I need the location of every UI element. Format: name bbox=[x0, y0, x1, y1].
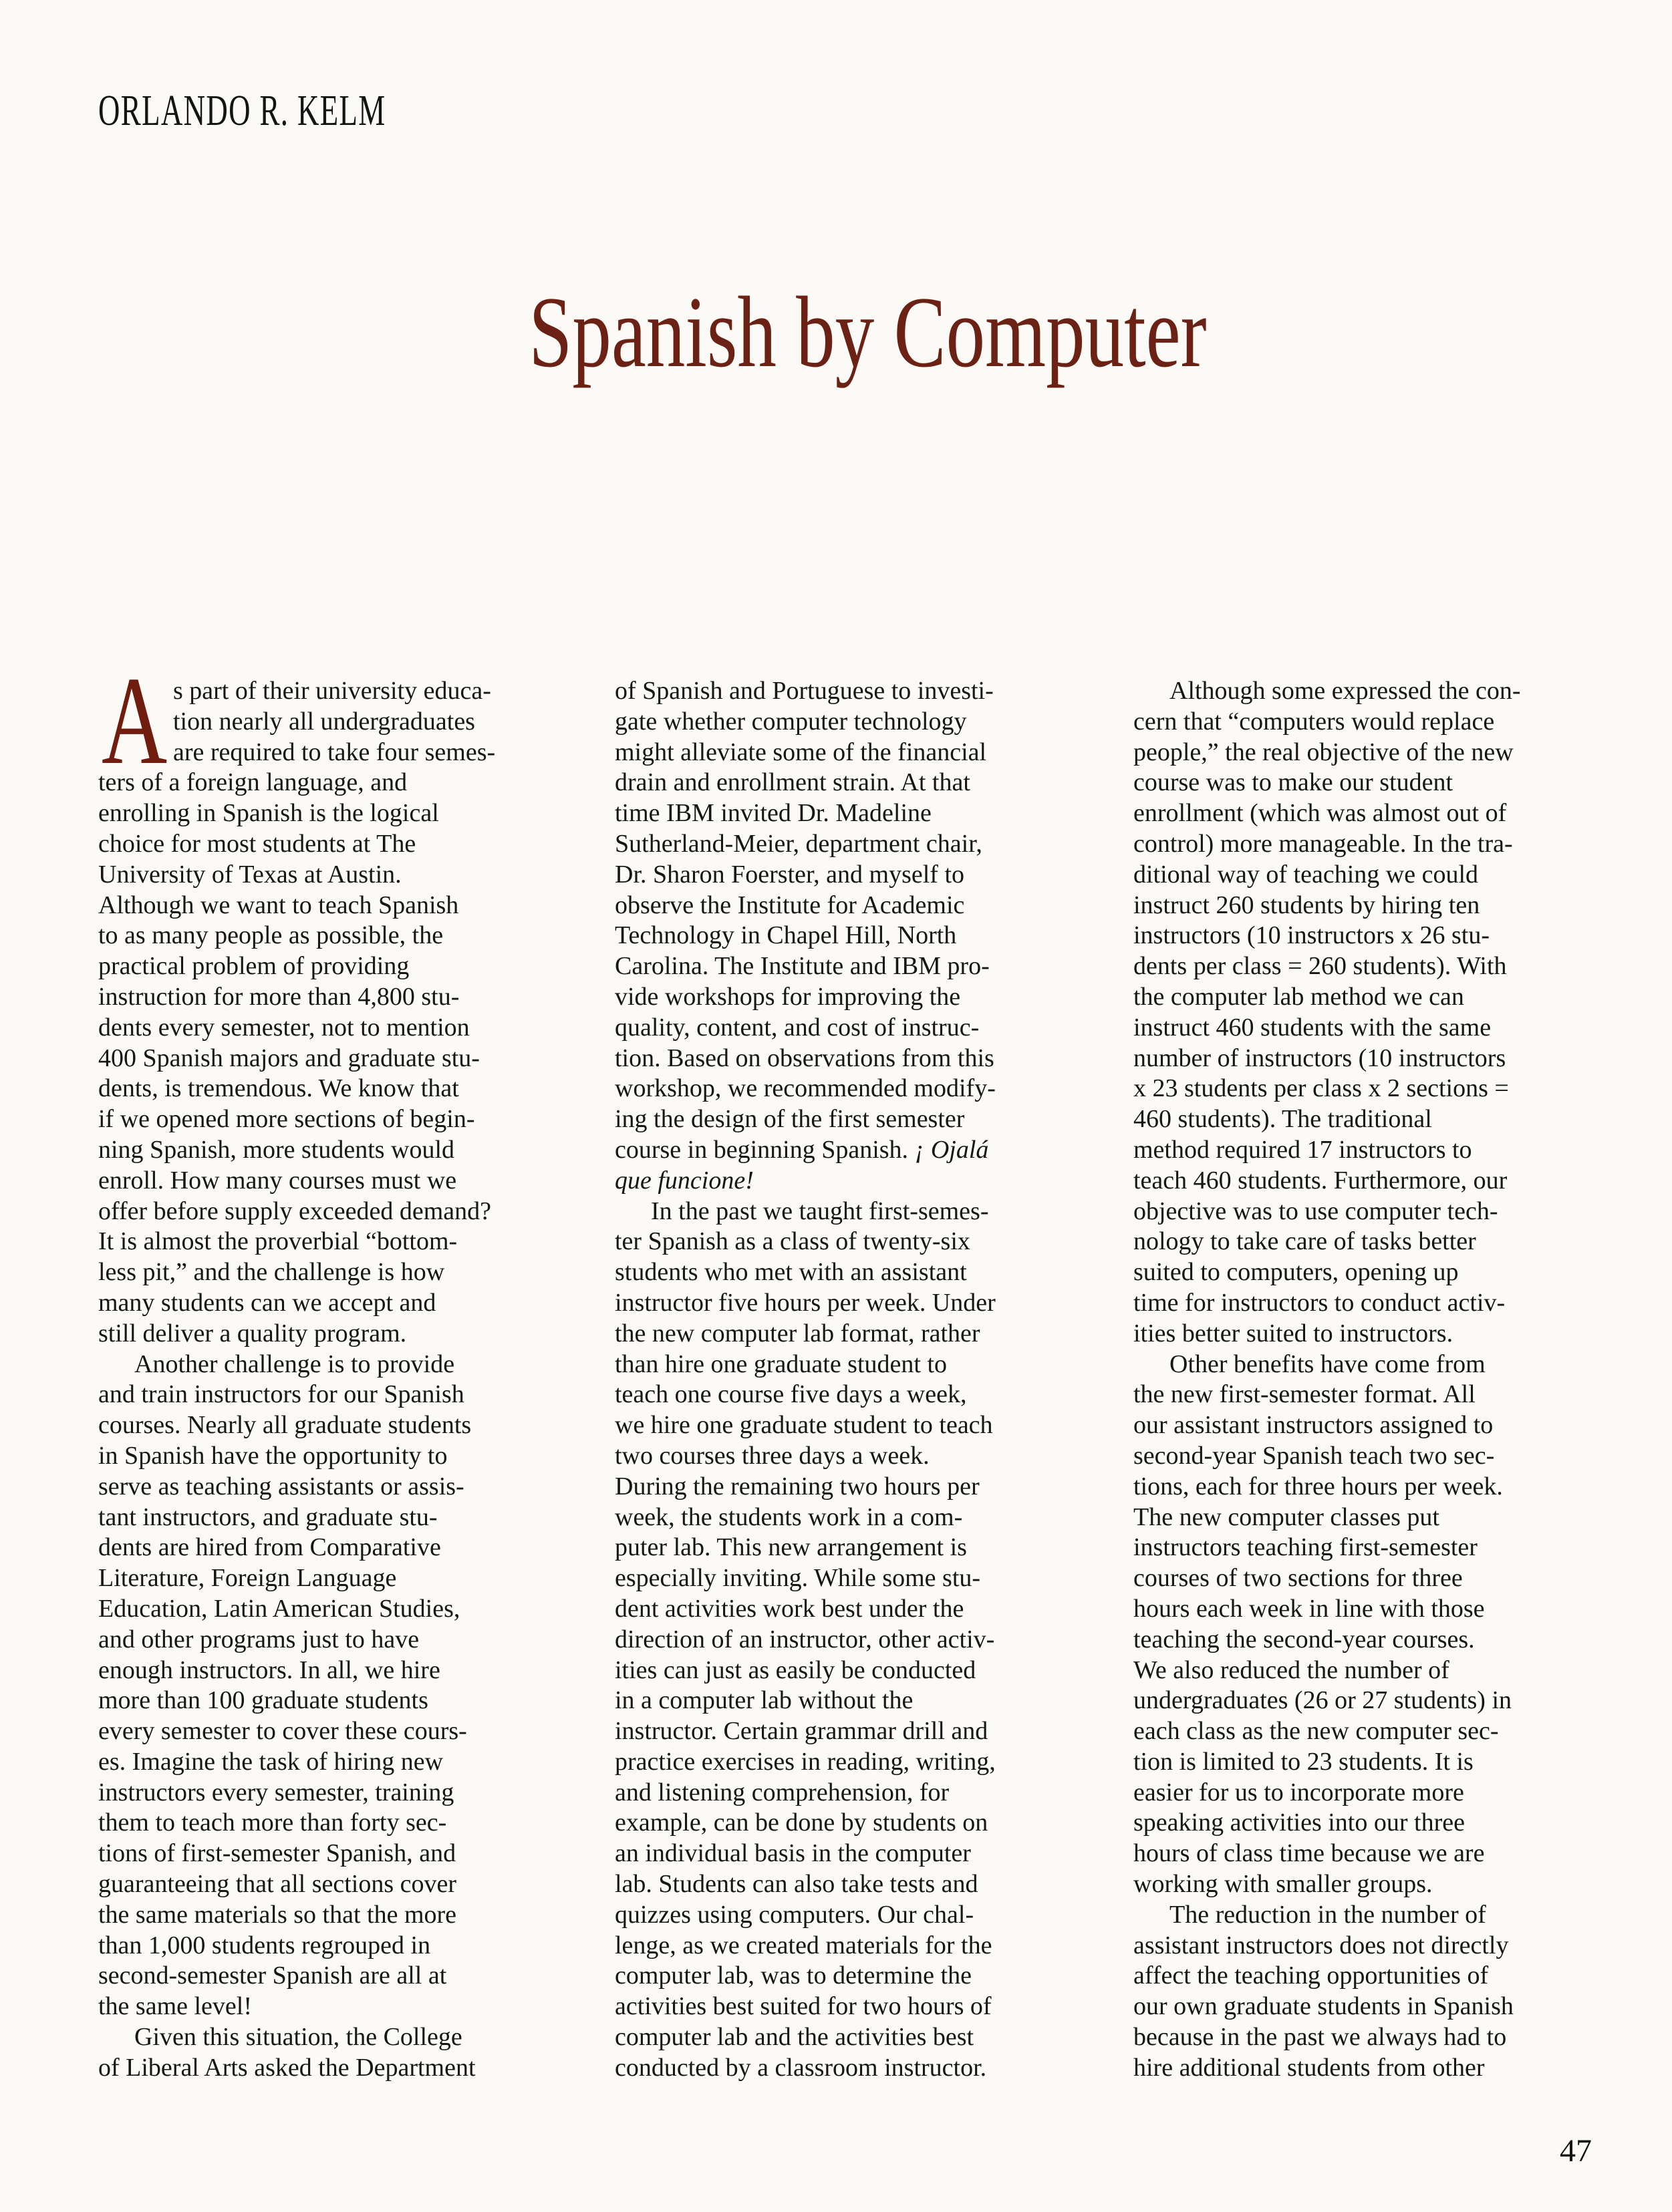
text-line: Although we want to teach Spanish bbox=[98, 891, 459, 919]
text-line: It is almost the proverbial “bottom- bbox=[98, 1227, 458, 1256]
text-line: Although some expressed the con- bbox=[1169, 677, 1521, 705]
text-column-1 bbox=[98, 676, 566, 2084]
text-line: each class as the new computer sec- bbox=[1133, 1717, 1499, 1746]
text-line: the new first-semester format. All bbox=[1133, 1380, 1476, 1409]
text-line: tion nearly all undergraduates bbox=[173, 707, 475, 736]
text-line: dent activities work best under the bbox=[615, 1594, 964, 1623]
text-line: enough instructors. In all, we hire bbox=[98, 1655, 440, 1684]
text-line: 400 Spanish majors and graduate stu- bbox=[98, 1044, 480, 1072]
text-line: of Spanish and Portuguese to investi- bbox=[615, 677, 994, 705]
text-line: guaranteeing that all sections cover bbox=[98, 1870, 457, 1899]
text-line: offer before supply exceeded demand? bbox=[98, 1197, 492, 1225]
text-line: less pit,” and the challenge is how bbox=[98, 1258, 445, 1287]
text-line: every semester to cover these cours- bbox=[98, 1717, 467, 1746]
text-line: tion is limited to 23 students. It is bbox=[1133, 1747, 1474, 1776]
text-line: Given this situation, the College bbox=[134, 2023, 462, 2052]
text-line: than hire one graduate student to bbox=[615, 1350, 948, 1378]
text-column-3 bbox=[1133, 676, 1601, 2084]
text-line: conducted by a classroom instructor. bbox=[615, 2053, 987, 2082]
text-line: ities better suited to instructors. bbox=[1133, 1319, 1453, 1348]
text-line: Carolina. The Institute and IBM pro- bbox=[615, 952, 990, 981]
text-line: in Spanish have the opportunity to bbox=[98, 1441, 448, 1470]
text-line: quality, content, and cost of instruc- bbox=[615, 1013, 980, 1042]
text-line: if we opened more sections of begin- bbox=[98, 1105, 475, 1134]
text-line: of Liberal Arts asked the Department bbox=[98, 2053, 476, 2082]
text-line: might alleviate some of the financial bbox=[615, 738, 987, 766]
text-line: We also reduced the number of bbox=[1133, 1655, 1449, 1684]
text-line: are required to take four semes- bbox=[173, 738, 496, 766]
text-line: assistant instructors does not directly bbox=[1133, 1931, 1509, 1959]
text-line: instructor. Certain grammar drill and bbox=[615, 1717, 988, 1746]
text-line: still deliver a quality program. bbox=[98, 1319, 407, 1348]
text-line: ning Spanish, more students would bbox=[98, 1135, 455, 1164]
text-line: tant instructors, and graduate stu- bbox=[98, 1503, 438, 1531]
text-line: Other benefits have come from bbox=[1169, 1350, 1486, 1378]
text-line: Sutherland-Meier, department chair, bbox=[615, 829, 982, 858]
text-line: practical problem of providing bbox=[98, 952, 410, 981]
text-line: s part of their university educa- bbox=[173, 677, 491, 705]
text-line: teaching the second-year courses. bbox=[1133, 1625, 1475, 1653]
text-line: than 1,000 students regrouped in bbox=[98, 1931, 431, 1959]
text-line: the same level! bbox=[98, 1992, 253, 2021]
text-line: ditional way of teaching we could bbox=[1133, 860, 1479, 889]
text-column-2 bbox=[615, 676, 1083, 2084]
text-line: because in the past we always had to bbox=[1133, 2023, 1507, 2052]
text-line: 460 students). The traditional bbox=[1133, 1105, 1432, 1134]
text-line: teach one course five days a week, bbox=[615, 1380, 967, 1409]
text-line: undergraduates (26 or 27 students) in bbox=[1133, 1686, 1512, 1715]
text-line: The reduction in the number of bbox=[1169, 1900, 1486, 1929]
text-line: gate whether computer technology bbox=[615, 707, 967, 736]
text-line: Technology in Chapel Hill, North bbox=[615, 921, 957, 950]
text-line: nology to take care of tasks better bbox=[1133, 1227, 1476, 1256]
text-line: our assistant instructors assigned to bbox=[1133, 1411, 1494, 1440]
text-line: our own graduate students in Spanish bbox=[1133, 1992, 1514, 2021]
text-line: courses. Nearly all graduate students bbox=[98, 1411, 472, 1440]
text-line: Another challenge is to provide bbox=[134, 1350, 455, 1378]
text-line: the new computer lab format, rather bbox=[615, 1319, 980, 1348]
text-line: enrolling in Spanish is the logical bbox=[98, 799, 439, 828]
text-line: During the remaining two hours per bbox=[615, 1472, 980, 1500]
text-line: tions, each for three hours per week. bbox=[1133, 1472, 1503, 1500]
text-line: week, the students work in a com- bbox=[615, 1503, 963, 1531]
text-line: speaking activities into our three bbox=[1133, 1808, 1465, 1837]
text-line: dents are hired from Comparative bbox=[98, 1533, 441, 1562]
text-line: Literature, Foreign Language bbox=[98, 1564, 397, 1593]
text-line: In the past we taught first-semes- bbox=[651, 1197, 989, 1225]
text-line: second-year Spanish teach two sec- bbox=[1133, 1441, 1495, 1470]
text-line: teach 460 students. Furthermore, our bbox=[1133, 1166, 1508, 1195]
text-line: students who met with an assistant bbox=[615, 1258, 967, 1287]
text-line: que funcione! bbox=[615, 1166, 754, 1195]
page-title: Spanish by Computer bbox=[529, 276, 1207, 388]
text-line: hours each week in line with those bbox=[1133, 1594, 1485, 1623]
text-line: es. Imagine the task of hiring new bbox=[98, 1747, 444, 1776]
text-line: practice exercises in reading, writing, bbox=[615, 1747, 996, 1776]
text-line: lab. Students can also take tests and bbox=[615, 1870, 978, 1899]
text-line: cern that “computers would replace bbox=[1133, 707, 1495, 736]
text-line: and listening comprehension, for bbox=[615, 1778, 950, 1806]
author-name: ORLANDO R. KELM bbox=[98, 86, 386, 135]
text-line: number of instructors (10 instructors bbox=[1133, 1044, 1506, 1072]
text-line: course was to make our student bbox=[1133, 768, 1453, 797]
text-line: drain and enrollment strain. At that bbox=[615, 768, 970, 797]
text-line: instructors every semester, training bbox=[98, 1778, 454, 1806]
text-line: courses of two sections for three bbox=[1133, 1564, 1463, 1593]
page-number: 47 bbox=[1560, 2133, 1592, 2169]
text-line: affect the teaching opportunities of bbox=[1133, 1961, 1489, 1990]
drop-cap: A bbox=[102, 651, 168, 790]
text-line: vide workshops for improving the bbox=[615, 982, 961, 1011]
text-line: in a computer lab without the bbox=[615, 1686, 914, 1715]
text-line: choice for most students at The bbox=[98, 829, 416, 858]
text-line: control) more manageable. In the tra- bbox=[1133, 829, 1513, 858]
text-line: ities can just as easily be conducted bbox=[615, 1655, 976, 1684]
text-line: The new computer classes put bbox=[1133, 1503, 1439, 1531]
text-line: second-semester Spanish are all at bbox=[98, 1961, 447, 1990]
text-line: dents, is tremendous. We know that bbox=[98, 1074, 459, 1103]
text-line: enroll. How many courses must we bbox=[98, 1166, 457, 1195]
text-line: Dr. Sharon Foerster, and myself to bbox=[615, 860, 965, 889]
text-line: ter Spanish as a class of twenty-six bbox=[615, 1227, 970, 1256]
text-line: instructors teaching first-semester bbox=[1133, 1533, 1478, 1562]
text-line: two courses three days a week. bbox=[615, 1441, 930, 1470]
text-line: serve as teaching assistants or assis- bbox=[98, 1472, 464, 1500]
text-line: instruction for more than 4,800 stu- bbox=[98, 982, 460, 1011]
text-line: many students can we accept and bbox=[98, 1288, 436, 1317]
text-line: example, can be done by students on bbox=[615, 1808, 988, 1837]
text-line: the computer lab method we can bbox=[1133, 982, 1464, 1011]
text-line: tions of first-semester Spanish, and bbox=[98, 1839, 456, 1868]
text-line: instructors (10 instructors x 26 stu- bbox=[1133, 921, 1490, 950]
text-line: dents every semester, not to mention bbox=[98, 1013, 470, 1042]
text-line: objective was to use computer tech- bbox=[1133, 1197, 1498, 1225]
text-line: hours of class time because we are bbox=[1133, 1839, 1485, 1868]
text-line: an individual basis in the computer bbox=[615, 1839, 971, 1868]
text-line: people,” the real objective of the new bbox=[1133, 738, 1514, 766]
text-line: the same materials so that the more bbox=[98, 1900, 457, 1929]
text-line: them to teach more than forty sec- bbox=[98, 1808, 447, 1837]
text-line: and other programs just to have bbox=[98, 1625, 420, 1653]
text-line: course in beginning Spanish. ¡ Ojalá bbox=[615, 1135, 989, 1164]
text-line: time for instructors to conduct activ- bbox=[1133, 1288, 1506, 1317]
text-line: activities best suited for two hours of bbox=[615, 1992, 992, 2021]
text-line: puter lab. This new arrangement is bbox=[615, 1533, 967, 1562]
text-line: suited to computers, opening up bbox=[1133, 1258, 1459, 1287]
text-line: computer lab, was to determine the bbox=[615, 1961, 972, 1990]
text-line: lenge, as we created materials for the bbox=[615, 1931, 992, 1959]
text-line: observe the Institute for Academic bbox=[615, 891, 965, 919]
text-line: tion. Based on observations from this bbox=[615, 1044, 994, 1072]
text-line: especially inviting. While some stu- bbox=[615, 1564, 981, 1593]
text-line: computer lab and the activities best bbox=[615, 2023, 974, 2052]
text-line: working with smaller groups. bbox=[1133, 1870, 1433, 1899]
text-line: time IBM invited Dr. Madeline bbox=[615, 799, 932, 828]
text-line: instruct 260 students by hiring ten bbox=[1133, 891, 1480, 919]
text-line: dents per class = 260 students). With bbox=[1133, 952, 1507, 981]
text-line: more than 100 graduate students bbox=[98, 1686, 428, 1715]
text-line: ters of a foreign language, and bbox=[98, 768, 408, 797]
text-line: instruct 460 students with the same bbox=[1133, 1013, 1492, 1042]
text-line: we hire one graduate student to teach bbox=[615, 1411, 993, 1440]
text-line: easier for us to incorporate more bbox=[1133, 1778, 1464, 1806]
text-line: quizzes using computers. Our chal- bbox=[615, 1900, 974, 1929]
text-line: method required 17 instructors to bbox=[1133, 1135, 1472, 1164]
text-line: workshop, we recommended modify- bbox=[615, 1074, 996, 1103]
title-block bbox=[0, 276, 1672, 388]
text-line: direction of an instructor, other activ- bbox=[615, 1625, 995, 1653]
text-line: hire additional students from other bbox=[1133, 2053, 1485, 2082]
text-line: instructor five hours per week. Under bbox=[615, 1288, 996, 1317]
text-line: Education, Latin American Studies, bbox=[98, 1594, 460, 1623]
text-line: enrollment (which was almost out of bbox=[1133, 799, 1507, 828]
text-line: and train instructors for our Spanish bbox=[98, 1380, 464, 1409]
text-line: x 23 students per class x 2 sections = bbox=[1133, 1074, 1509, 1103]
text-line: ing the design of the first semester bbox=[615, 1105, 965, 1134]
text-line: University of Texas at Austin. bbox=[98, 860, 402, 889]
text-line: to as many people as possible, the bbox=[98, 921, 444, 950]
